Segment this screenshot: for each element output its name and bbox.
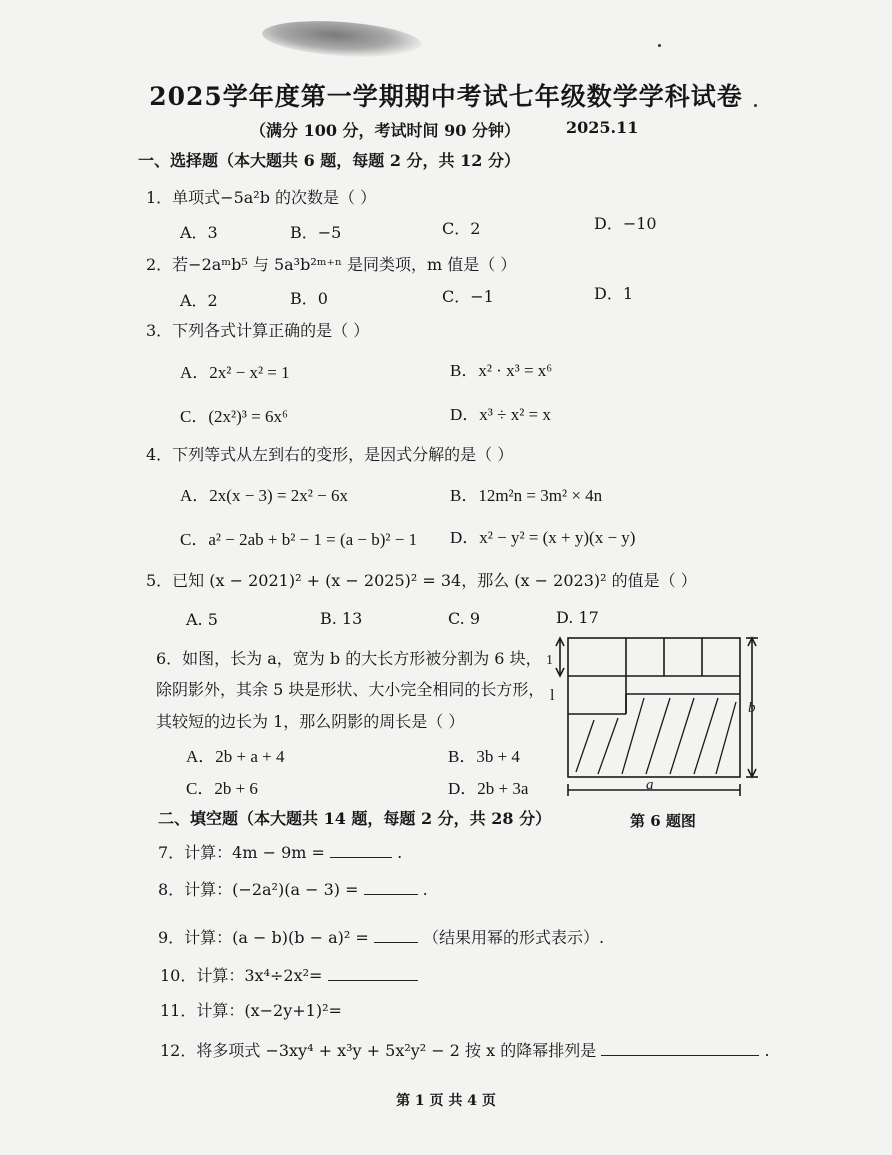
- q4-option-c: C．a² − 2ab + b² − 1 = (a − b)² − 1: [180, 530, 418, 549]
- q3-option-b: B．x² · x³ = x⁶: [450, 361, 553, 380]
- question-1: 1．单项式−5a²b 的次数是（ ）: [146, 188, 377, 207]
- figure-label-b: b: [748, 700, 756, 716]
- q1-option-c: C．2: [442, 219, 481, 238]
- question-9-suffix: （结果用幂的形式表示）.: [422, 928, 605, 947]
- question-9: [158, 925, 604, 948]
- q6-option-b: B．3b + 4: [448, 747, 520, 766]
- question-8: [158, 877, 428, 900]
- exam-date: 2025.11: [566, 118, 639, 137]
- q4-option-d: D．x² − y² = (x + y)(x − y): [450, 528, 636, 547]
- q3-option-d: D．x³ ÷ x² = x: [450, 405, 551, 424]
- q2-option-a: A．2: [180, 291, 218, 310]
- question-7-suffix: .: [397, 843, 403, 862]
- figure-label-a: a: [646, 777, 654, 793]
- q2-option-b: B．0: [290, 289, 328, 308]
- q5-option-a: A. 5: [186, 610, 218, 629]
- q5-option-c: C. 9: [448, 609, 481, 628]
- answer-blank-10[interactable]: [328, 966, 418, 981]
- answer-blank-9[interactable]: [374, 928, 418, 943]
- exam-title: 2025学年度第一学期期中考试七年级数学学科试卷: [149, 82, 743, 111]
- figure-label-1-top: 1: [546, 653, 553, 668]
- q1-option-a: A．3: [180, 223, 218, 242]
- q4-option-a: A．2x(x − 3) = 2x² − 6x: [180, 486, 348, 505]
- q6-option-a: A．2b + a + 4: [186, 747, 285, 766]
- figure-label-1-mid: l: [550, 687, 555, 704]
- answer-blank-8[interactable]: [364, 880, 418, 895]
- question-12-text: 12．将多项式 −3xy⁴ + x³y + 5x²y² − 2 按 x 的降幂排列是: [160, 1041, 597, 1060]
- shading-hatch: [576, 698, 736, 774]
- q1-option-d: D．−10: [594, 214, 657, 233]
- scan-speck: [658, 44, 661, 47]
- big-rectangle: [568, 638, 740, 777]
- section-heading-choice: 一、选择题（本大题共 6 题，每题 2 分，共 12 分）: [138, 151, 520, 170]
- question-6-line-1: 6．如图，长为 a，宽为 b 的大长方形被分割为 6 块，: [156, 649, 542, 668]
- question-12-suffix: .: [764, 1041, 770, 1060]
- figure-q6: [546, 632, 766, 802]
- answer-blank-7[interactable]: [330, 843, 392, 858]
- question-8-suffix: .: [422, 880, 428, 899]
- q5-option-d: D. 17: [556, 608, 599, 627]
- question-8-text: 8．计算：(−2a²)(a − 3) =: [158, 880, 359, 899]
- scan-smudge: [261, 16, 423, 61]
- q5-option-b: B. 13: [320, 609, 363, 628]
- question-10: [160, 963, 418, 986]
- page-footer: 第 1 页 共 4 页: [396, 1093, 496, 1109]
- question-12: [160, 1038, 770, 1061]
- q2-option-c: C．−1: [442, 287, 494, 306]
- question-3: 3．下列各式计算正确的是（ ）: [146, 321, 370, 340]
- section-heading-fill: 二、填空题（本大题共 14 题，每题 2 分，共 28 分）: [158, 809, 552, 828]
- question-9-text: 9．计算：(a − b)(b − a)² =: [158, 928, 369, 947]
- question-6-line-3: 其较短的边长为 1，那么阴影的周长是（ ）: [156, 712, 465, 731]
- question-7: [158, 840, 402, 863]
- question-4: 4．下列等式从左到右的变形，是因式分解的是（ ）: [146, 445, 514, 464]
- question-2: 2．若−2aᵐb⁵ 与 5a³b²ᵐ⁺ⁿ 是同类项，m 值是（ ）: [146, 255, 517, 274]
- exam-subtitle: （满分 100 分，考试时间 90 分钟）: [250, 121, 520, 140]
- q1-option-b: B．−5: [290, 223, 342, 242]
- question-11: [160, 998, 342, 1021]
- q6-option-d: D．2b + 3a: [448, 779, 529, 798]
- q4-option-b: B．12m²n = 3m² × 4n: [450, 486, 603, 505]
- figure-caption: 第 6 题图: [630, 812, 696, 830]
- q3-option-a: A．2x² − x² = 1: [180, 363, 290, 382]
- question-5: 5．已知 (x − 2021)² + (x − 2025)² = 34，那么 (x − 2023)² 的值是（ ）: [146, 571, 697, 590]
- question-10-text: 10．计算：3x⁴÷2x²=: [160, 966, 323, 985]
- question-11-text: 11．计算：(x−2y+1)²=: [160, 1001, 342, 1020]
- q3-option-c: C．(2x²)³ = 6x⁶: [180, 407, 288, 426]
- question-7-text: 7．计算：4m − 9m =: [158, 843, 325, 862]
- q6-option-c: C．2b + 6: [186, 779, 258, 798]
- question-6-line-2: 除阴影外，其余 5 块是形状、大小完全相同的长方形，: [156, 680, 545, 699]
- answer-blank-12[interactable]: [601, 1041, 759, 1056]
- q2-option-d: D．1: [594, 284, 634, 303]
